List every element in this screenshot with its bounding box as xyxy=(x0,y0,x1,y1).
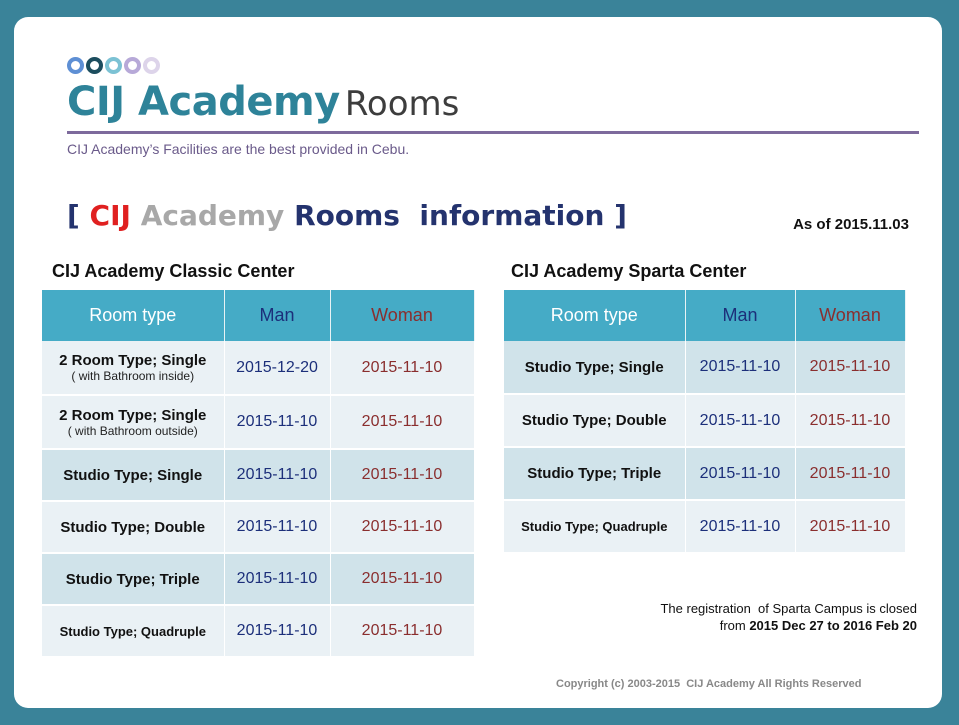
logo-dot xyxy=(86,57,103,74)
column-header-room-type: Room type xyxy=(504,290,685,341)
logo-dot xyxy=(143,57,160,74)
table-row xyxy=(42,553,474,605)
man-date-cell: 2015-11-10 xyxy=(224,501,330,553)
page-title xyxy=(67,79,459,125)
table-row xyxy=(42,341,474,395)
logo-dot xyxy=(105,57,122,74)
woman-date-cell: 2015-11-10 xyxy=(795,447,905,500)
table-row xyxy=(42,605,474,657)
notice-line-2 xyxy=(660,617,917,634)
man-date-cell: 2015-12-20 xyxy=(224,341,330,395)
notice-prefix: from xyxy=(719,618,746,633)
room-type-note: ( with Bathroom inside) xyxy=(71,369,195,383)
room-type: 2 Room Type; Single xyxy=(59,406,207,424)
column-header-woman: Woman xyxy=(795,290,905,341)
tagline: CIJ Academy’s Facilities are the best provided in Cebu. xyxy=(67,141,410,157)
room-type-cell: Studio Type; Triple xyxy=(504,447,685,500)
column-header-room-type: Room type xyxy=(42,290,224,341)
room-type-cell xyxy=(42,341,224,395)
table-header-row xyxy=(42,290,474,341)
sparta-center-title: CIJ Academy Sparta Center xyxy=(511,261,747,281)
woman-date-cell: 2015-11-10 xyxy=(795,500,905,553)
column-header-man: Man xyxy=(224,290,330,341)
table-header-row xyxy=(504,290,905,341)
room-type: 2 Room Type; Single xyxy=(59,352,207,369)
title-divider xyxy=(67,131,919,134)
table-row xyxy=(504,341,905,394)
woman-date-cell: 2015-11-10 xyxy=(330,449,474,501)
table-row xyxy=(504,394,905,447)
heading-cij: CIJ xyxy=(89,199,131,232)
page-title-sub: Rooms xyxy=(344,84,460,124)
woman-date-cell: 2015-11-10 xyxy=(330,553,474,605)
content-card xyxy=(14,17,942,708)
registration-notice xyxy=(660,600,917,634)
bracket-open: [ xyxy=(67,199,80,232)
classic-center-title: CIJ Academy Classic Center xyxy=(52,261,295,281)
man-date-cell: 2015-11-10 xyxy=(685,341,795,394)
column-header-man: Man xyxy=(685,290,795,341)
column-header-woman: Woman xyxy=(330,290,474,341)
room-type-cell: Studio Type; Double xyxy=(42,501,224,553)
woman-date-cell: 2015-11-10 xyxy=(795,394,905,447)
logo-dot xyxy=(124,57,141,74)
sparta-rooms-table xyxy=(504,290,906,554)
man-date-cell: 2015-11-10 xyxy=(224,395,330,449)
room-type-cell xyxy=(42,395,224,449)
copyright: Copyright (c) 2003-2015 CIJ Academy All Rights Reserved xyxy=(556,678,862,690)
woman-date-cell: 2015-11-10 xyxy=(330,395,474,449)
man-date-cell: 2015-11-10 xyxy=(685,394,795,447)
man-date-cell: 2015-11-10 xyxy=(685,447,795,500)
heading-academy: Academy xyxy=(140,199,285,232)
room-type-cell: Studio Type; Quadruple xyxy=(504,500,685,553)
table-row xyxy=(42,501,474,553)
woman-date-cell: 2015-11-10 xyxy=(330,605,474,657)
table-row xyxy=(504,500,905,553)
room-type-note: ( with Bathroom outside) xyxy=(67,423,198,438)
room-type-cell: Studio Type; Single xyxy=(504,341,685,394)
notice-line-1: The registration of Sparta Campus is closed xyxy=(660,601,917,616)
rooms-info-heading xyxy=(67,199,627,232)
table-row xyxy=(42,449,474,501)
woman-date-cell: 2015-11-10 xyxy=(795,341,905,394)
man-date-cell: 2015-11-10 xyxy=(224,605,330,657)
heading-rooms-information: Rooms information xyxy=(294,199,605,232)
classic-rooms-table xyxy=(42,290,475,658)
man-date-cell: 2015-11-10 xyxy=(685,500,795,553)
room-type-cell: Studio Type; Triple xyxy=(42,553,224,605)
room-type-cell: Studio Type; Quadruple xyxy=(42,605,224,657)
as-of-value: 2015.11.03 xyxy=(834,216,909,233)
bracket-close: ] xyxy=(614,199,627,232)
room-type-cell: Studio Type; Double xyxy=(504,394,685,447)
woman-date-cell: 2015-11-10 xyxy=(330,341,474,395)
man-date-cell: 2015-11-10 xyxy=(224,449,330,501)
as-of-label: As of xyxy=(793,216,831,233)
page-title-main: CIJ Academy xyxy=(67,79,340,125)
logo-dot xyxy=(67,57,84,74)
man-date-cell: 2015-11-10 xyxy=(224,553,330,605)
logo-dots xyxy=(67,57,160,74)
table-row xyxy=(42,395,474,449)
table-row xyxy=(504,447,905,500)
woman-date-cell: 2015-11-10 xyxy=(330,501,474,553)
as-of-date xyxy=(793,216,909,233)
room-type-cell: Studio Type; Single xyxy=(42,449,224,501)
notice-date-range: 2015 Dec 27 to 2016 Feb 20 xyxy=(749,618,917,633)
